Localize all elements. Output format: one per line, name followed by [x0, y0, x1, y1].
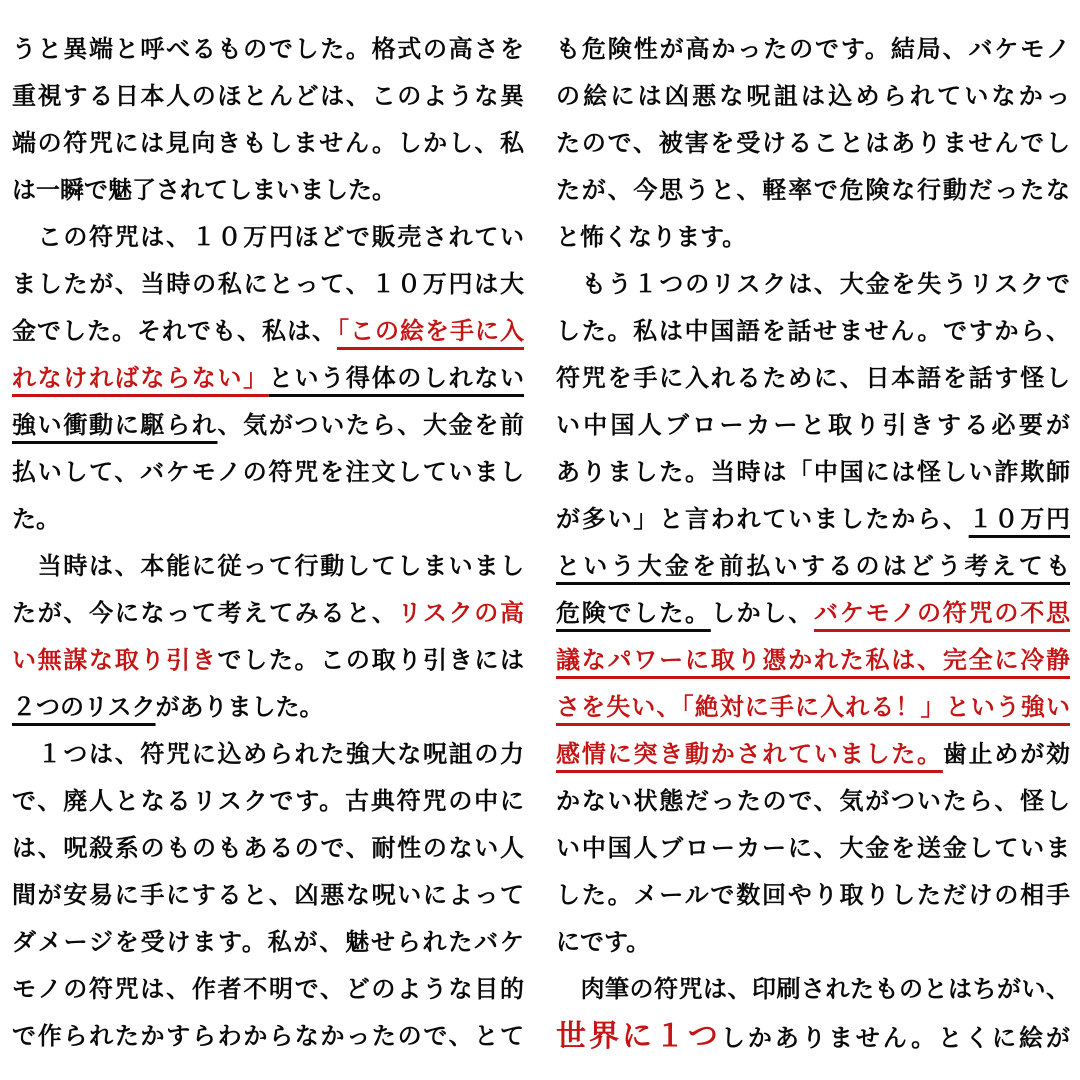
text-segment-normal: がありました。 — [155, 694, 324, 721]
text-segment-normal: 払いして、バケモノの符咒を注文していまし — [12, 459, 524, 486]
text-segment-red-underline: れなければならない」 — [12, 365, 269, 392]
text-segment-red-underline: 感情に突き動かされていました。 — [556, 741, 943, 768]
text-segment-normal: 符咒を手に入れるために、日本語を話す怪し — [556, 365, 1070, 392]
text-segment-normal: にです。 — [556, 929, 651, 956]
text-segment-normal: もう１つのリスクは、大金を失うリスクで — [556, 271, 1070, 298]
text-line — [556, 684, 1070, 731]
text-segment-normal: 間が安易に手にすると、凶悪な呪いによって — [12, 882, 524, 909]
text-line — [556, 355, 1070, 402]
text-segment-normal: たが、今思うと、軽率で危険な行動だったな — [556, 177, 1070, 204]
text-segment-normal: い中国人ブローカーと取り引きする必要が — [556, 412, 1070, 439]
text-segment-underline: 危険でした。 — [556, 600, 711, 627]
text-segment-normal: 当時は、本能に従って行動してしまいまし — [12, 553, 524, 580]
text-line — [556, 590, 1070, 637]
text-segment-normal: ましたが、当時の私にとって、１０万円は大 — [12, 271, 524, 298]
text-line — [556, 966, 1070, 1013]
text-line — [556, 26, 1070, 73]
text-line — [556, 167, 1070, 214]
text-line — [12, 684, 524, 731]
text-line — [12, 543, 524, 590]
text-segment-normal: この符咒は、１０万円ほどで販売されてい — [12, 224, 524, 251]
text-segment-normal: 歯止めが効 — [942, 741, 1071, 768]
text-segment-red-underline: 「この絵を手に入 — [337, 318, 524, 345]
text-line — [12, 919, 524, 966]
text-segment-normal: でした。この取り引きには — [217, 647, 525, 674]
text-line — [556, 449, 1070, 496]
text-segment-normal: たが、今になって考えてみると、 — [12, 600, 398, 627]
text-line — [12, 73, 524, 120]
text-line — [556, 120, 1070, 167]
text-line — [12, 402, 524, 449]
text-line — [12, 355, 524, 402]
text-line — [12, 449, 524, 496]
text-segment-red-underline: 議なパワーに取り憑かれた私は、完全に冷静 — [556, 647, 1070, 674]
text-segment-normal: で作られたかすらわからなかったので、とて — [12, 1023, 524, 1050]
text-segment-normal: した。私は中国語を話せません。ですから、 — [556, 318, 1070, 345]
text-line — [12, 308, 524, 355]
text-segment-red: リスクの高 — [397, 600, 524, 627]
text-line — [12, 120, 524, 167]
text-segment-underline: １０万円 — [968, 506, 1071, 533]
text-segment-red-underline: バケモノの符咒の不思 — [814, 600, 1071, 627]
text-line — [556, 402, 1070, 449]
text-segment-normal: で、廃人となるリスクです。古典符咒の中に — [12, 788, 524, 815]
text-segment-normal: 、気がついたら、大金を前 — [217, 412, 525, 439]
text-segment-normal: ありました。当時は「中国には怪しい詐欺師 — [556, 459, 1070, 486]
text-segment-bold-underline: という得体のしれない — [268, 365, 525, 392]
text-segment-red-underline: さを失い、「絶対に手に入れる！」という強い — [556, 694, 1070, 721]
text-segment-red: い無謀な取り引き — [12, 647, 218, 674]
text-line — [12, 496, 524, 543]
text-line — [12, 966, 524, 1013]
text-line — [556, 778, 1070, 825]
text-line — [556, 1013, 1070, 1060]
text-segment-normal: うと異端と呼べるものでした。格式の高さを — [12, 36, 524, 63]
text-line — [556, 825, 1070, 872]
text-line — [12, 637, 524, 684]
text-segment-normal: も危険性が高かったのです。結局、バケモノ — [556, 36, 1070, 63]
text-line — [556, 872, 1070, 919]
text-segment-normal: と怖くなります。 — [556, 224, 747, 251]
text-segment-normal: 肉筆の符咒は、印刷されたものとはちがい、 — [556, 976, 1070, 1003]
text-line — [556, 261, 1070, 308]
text-segment-normal: ダメージを受けます。私が、魅せられたバケ — [12, 929, 524, 956]
text-segment-normal: した。メールで数回やり取りしただけの相手 — [556, 882, 1070, 909]
text-segment-normal: 重視する日本人のほとんどは、このような異 — [12, 83, 524, 110]
text-segment-normal: たので、被害を受けることはありませんでし — [556, 130, 1070, 157]
text-line — [12, 872, 524, 919]
text-segment-normal: しかし、 — [710, 600, 815, 627]
text-line — [12, 590, 524, 637]
text-line — [12, 825, 524, 872]
text-line — [556, 731, 1070, 778]
text-line — [12, 167, 524, 214]
text-segment-red-big: 世界に１つ — [556, 1020, 721, 1053]
text-line — [12, 778, 524, 825]
text-segment-normal: は一瞬で魅了されてしまいました。 — [12, 177, 396, 204]
text-segment-normal: は、呪殺系のものもあるので、耐性のない人 — [12, 835, 524, 862]
text-line — [556, 543, 1070, 590]
text-line — [556, 919, 1070, 966]
text-segment-normal: かない状態だったので、気がついたら、怪し — [556, 788, 1070, 815]
text-segment-normal: 端の符咒には見向きもしません。しかし、私 — [12, 130, 524, 157]
text-segment-normal: た。 — [12, 506, 60, 533]
text-line — [556, 214, 1070, 261]
text-segment-normal: い中国人ブローカーに、大金を送金していま — [556, 835, 1070, 862]
text-line — [12, 731, 524, 778]
text-segment-underline: という大金を前払いするのはどう考えても — [556, 553, 1070, 580]
text-column-right — [556, 26, 1070, 1080]
text-segment-normal: しかありません。とくに絵が — [720, 1025, 1070, 1052]
text-segment-normal: １つは、符咒に込められた強大な呪詛の力 — [12, 741, 524, 768]
text-line — [556, 496, 1070, 543]
text-line — [12, 214, 524, 261]
text-segment-normal: の絵には凶悪な呪詛は込められていなかっ — [556, 83, 1070, 110]
text-line — [12, 1013, 524, 1060]
text-line — [556, 308, 1070, 355]
text-segment-bold-underline: 強い衝動に駆られ — [12, 412, 218, 439]
text-line — [556, 637, 1070, 684]
text-line — [556, 73, 1070, 120]
text-segment-normal: が多い」と言われていましたから、 — [556, 506, 969, 533]
text-segment-normal: 金でした。それでも、私は、 — [12, 318, 337, 345]
text-segment-underline: ２つのリスク — [12, 694, 156, 721]
text-column-left — [12, 26, 524, 1080]
text-line — [12, 261, 524, 308]
text-segment-normal: モノの符咒は、作者不明で、どのような目的 — [12, 976, 524, 1003]
text-line — [12, 26, 524, 73]
